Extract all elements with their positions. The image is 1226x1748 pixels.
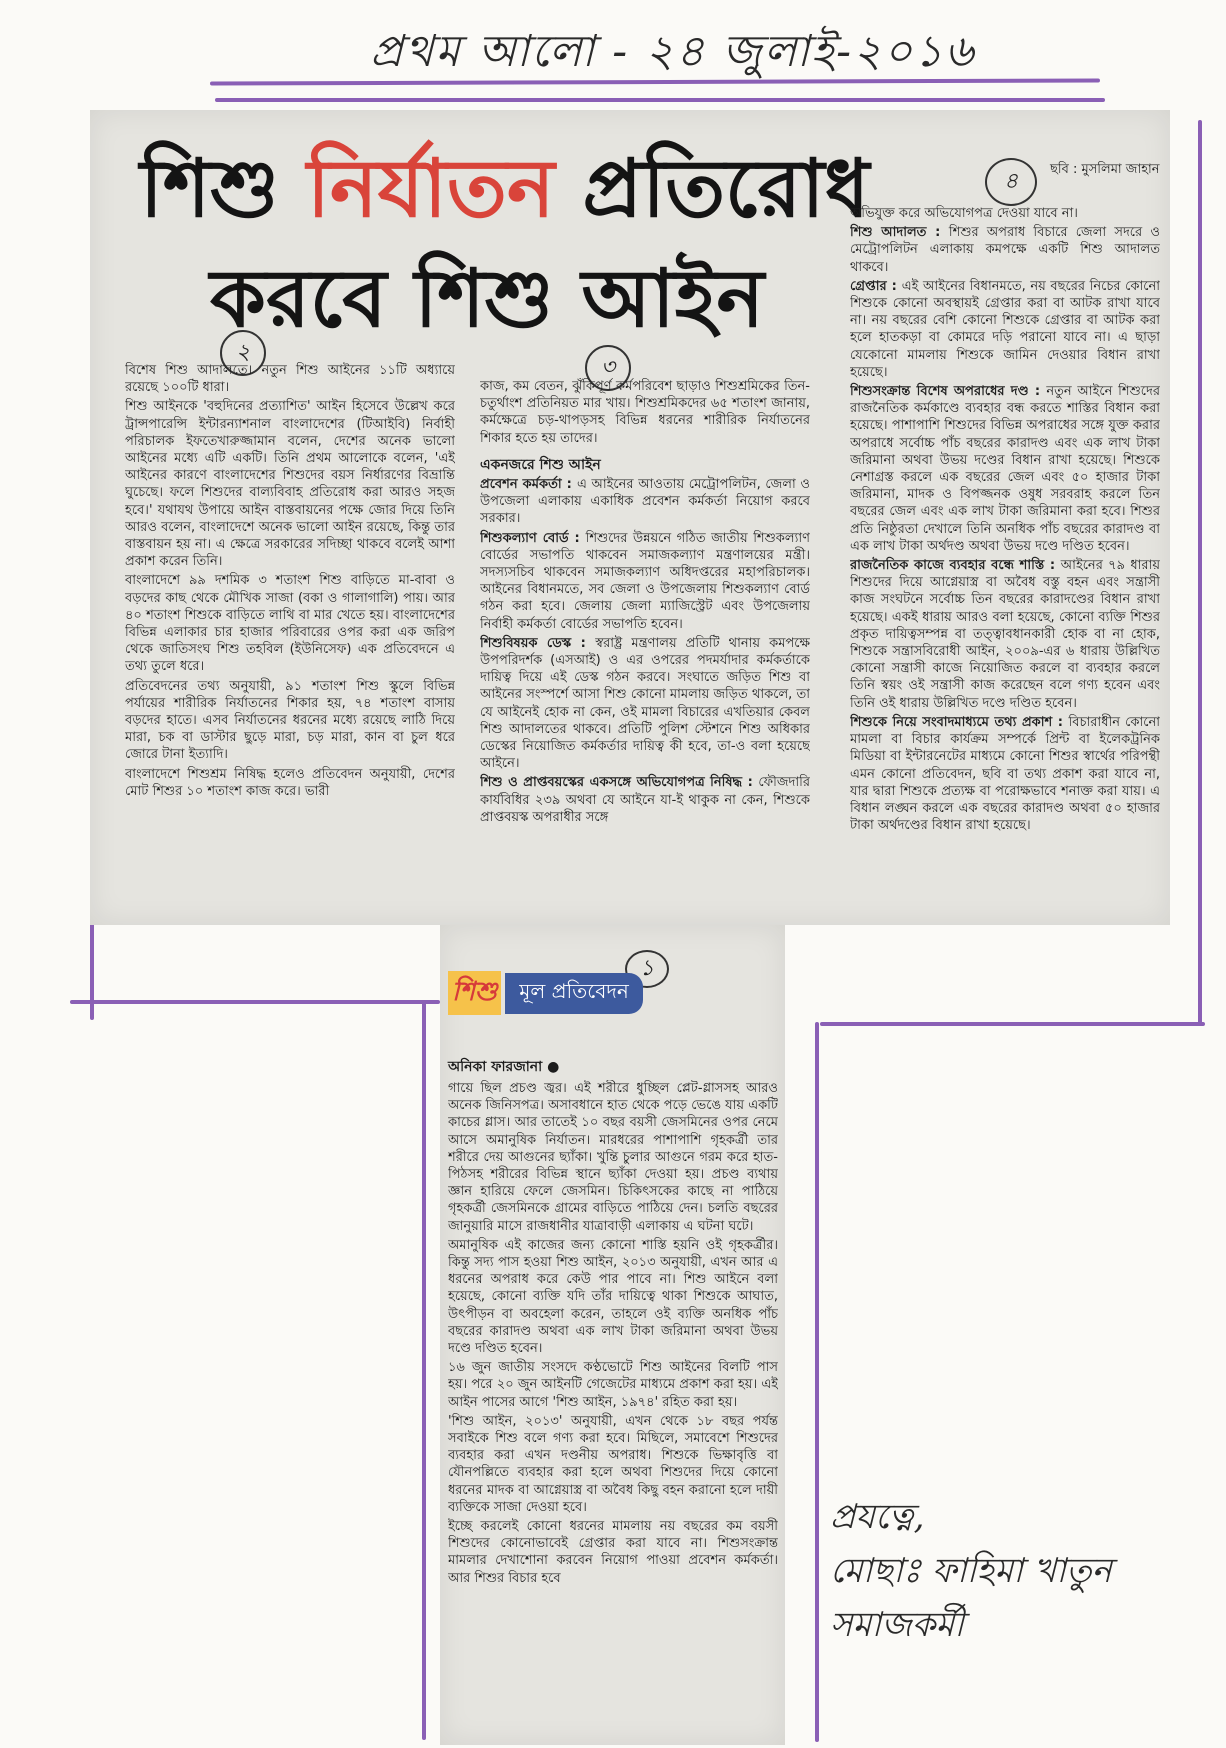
col2-item: শিশুবিষয়ক ডেস্ক : স্বরাষ্ট্র মন্ত্রণালয় প্রতিটি থানায় কমপক্ষে উপপরিদর্শক (এসআই) ও এর ওপরের পদমর্যাদার কর্মকর্তাকে দায়িত্ব দিয়ে এই ডেস্ক গঠন করবে। সংঘাতে জড়িত শিশু বা আইনের সংস্পর্শে আসা শিশু কোনো মামলায় জড়িত থাকলে, তা যে আইনেই হোক না কেন, ওই মামলা বিচারের এখতিয়ার কেবল শিশু আদালতের থাকবে। প্রতিটি পুলিশ স্টেশনে শিশু অধিকার ডেস্কের নিয়োজিত কর্মকর্তার দায়িত্ব কী হবে, তা-ও বলা হয়েছে আইনে। xyxy=(480,635,810,772)
headline-line-2: করবে শিশু আইন xyxy=(210,251,765,345)
col2-item: শিশুকল্যাণ বোর্ড : শিশুদের উন্নয়নে গঠিত জাতীয় শিশুকল্যাণ বোর্ডের সভাপতি থাকবেন সমাজকল্যাণ মন্ত্রণালয়ের মন্ত্রী। সদস্যসচিব থাকবেন সমাজকল্যাণ অধিদপ্তরের মহাপরিচালক। আইনের বিধানমতে, সব জেলা ও উপজেলায় শিশুকল্যাণ বোর্ড গঠন করা হবে। জেলায় জেলা ম্যাজিস্ট্রেট এবং উপজেলায় নির্বাহী কর্মকর্তা বোর্ডের সভাপতি হবেন। xyxy=(480,530,810,632)
col1-para: বাংলাদেশে শিশুশ্রম নিষিদ্ধ হলেও প্রতিবেদন অনুযায়ী, দেশের মোট শিশুর ১০ শতাংশ কাজ করে। ভারী xyxy=(125,766,455,799)
tag-label: মূল প্রতিবেদন xyxy=(505,973,643,1014)
headline-line-1: শিশু নির্যাতন প্রতিরোধ xyxy=(140,141,870,235)
report-para: ১৬ জুন জাতীয় সংসদে কণ্ঠভোটে শিশু আইনের বিলটি পাস হয়। পরে ২০ জুন আইনটি গেজেটের মাধ্যমে প্রকাশ করা হয়। এই আইন পাসের আগে 'শিশু আইন, ১৯৭৪' রহিত করা হয়। xyxy=(448,1360,778,1410)
pen-frame-right xyxy=(1198,120,1202,1025)
pen-frame-bottom-left xyxy=(70,1000,440,1004)
col2-item: শিশু ও প্রাপ্তবয়স্কের একসঙ্গে অভিযোগপত্র নিষিদ্ধ : ফৌজদারি কার্যবিধির ২৩৯ অথবা যে আইনে যা-ই থাকুক না কেন, শিশুকে প্রাপ্তবয়স্ক অপরাধীর সঙ্গে xyxy=(480,775,810,825)
col3-item: শিশু আদালত : শিশুর অপরাধ বিচারে জেলা সদরে ও মেট্রোপলিটন এলাকায় কমপক্ষে একটি শিশু আদালত থাকবে। xyxy=(850,225,1160,275)
report-para: অমানুষিক এই কাজের জন্য কোনো শাস্তি হয়নি ওই গৃহকর্ত্রীর। কিন্তু সদ্য পাস হওয়া শিশু আইন, ২০১৩ অনুযায়ী, এখন আর এ ধরনের অপরাধ করে কেউ পার পাবে না। শিশু আইনে বলা হয়েছে, কোনো ব্যক্তি যদি তাঁর দায়িত্বে থাকা শিশুকে আঘাত, উৎপীড়ন বা অবহেলা করেন, তাহলে ওই ব্যক্তি অনধিক পাঁচ বছরের কারাদণ্ড অথবা এক লাখ টাকা জরিমানা অথবা উভয় দণ্ডে দণ্ডিত হবেন। xyxy=(448,1237,778,1357)
handwritten-date-header: প্রথম আলো - ২৪ জুলাই-২০১৬ xyxy=(370,26,976,77)
col3-item: রাজনৈতিক কাজে ব্যবহার বন্ধে শাস্তি : আইনের ৭৯ ধারায় শিশুদের দিয়ে আগ্নেয়াস্ত্র বা অবৈধ বস্তু বহন এবং সন্ত্রাসী কাজ সংঘটনে সর্বোচ্চ তিন বছরের কারাদণ্ডের বিধান রাখা হয়েছে। একই ধারায় আরও বলা হয়েছে, কোনো ব্যক্তি শিশুর প্রকৃত দায়িত্বসম্পন্ন বা তত্ত্বাবধানকারী হোক বা না হোক, শিশুকে সন্ত্রাসবিরোধী আইন, ২০০৯-এর ৬ ধারায় উল্লিখিত কোনো সন্ত্রাসী কাজে নিয়োজিত করলে বা ব্যবহার করলে তিনি স্বয়ং ওই সন্ত্রাসী কাজ করেছেন বলে গণ্য হবেন এবং তিনি ওই ধারায় উল্লিখিত দণ্ডে দণ্ডিত হবেন। xyxy=(850,558,1160,711)
tag-logo: শিশু xyxy=(448,971,501,1015)
article-column-1 xyxy=(125,362,455,914)
col2-item: প্রবেশন কর্মকর্তা : এ আইনের আওতায় মেট্রোপলিটন, জেলা ও উপজেলা এলাকায় একাধিক প্রবেশন কর্মকর্তা নিয়োগ করবে সরকার। xyxy=(480,477,810,527)
byline: অনিকা ফারজানা ● xyxy=(448,1059,560,1075)
main-report-body xyxy=(448,1080,778,1740)
signature-line-2: মোছাঃ ফাহিমা খাতুন xyxy=(830,1551,1112,1591)
col3-item: শিশুকে নিয়ে সংবাদমাধ্যমে তথ্য প্রকাশ : বিচারাধীন কোনো মামলা বা বিচার কার্যক্রম সম্পর্কে প্রিন্ট বা ইলেকট্রনিক মিডিয়া বা ইন্টারনেটের মাধ্যমে কোনো শিশুর স্বার্থের পরিপন্থী এমন কোনো প্রতিবেদন, ছবি বা তথ্য প্রকাশ করা যাবে না, যার দ্বারা শিশুকে প্রত্যক্ষ বা পরোক্ষভাবে শনাক্ত করা যায়। এ বিধান লঙ্ঘন করলে এক বছরের কারাদণ্ড অথবা ৫০ হাজার টাকা অর্থদণ্ডের বিধান রাখা হয়েছে। xyxy=(850,714,1160,834)
photo-credit: ছবি : মুসলিমা জাহান xyxy=(1050,162,1160,177)
report-para: 'শিশু আইন, ২০১৩' অনুযায়ী, এখন থেকে ১৮ বছর পর্যন্ত সবাইকে শিশু বলে গণ্য করা হবে। মিছিলে, সমাবেশে শিশুদের ব্যবহার করা এখন দণ্ডনীয় অপরাধ। শিশুকে ভিক্ষাবৃত্তি বা যৌনপল্লিতে ব্যবহার করা হলে অথবা শিশুদের দিয়ে কোনো ধরনের মাদক বা আগ্নেয়াস্ত্র বা অবৈধ কিছু বহন করানো হলে দায়ী ব্যক্তিকে সাজা দেওয়া হবে। xyxy=(448,1413,778,1515)
col1-para: বাংলাদেশে ৯৯ দশমিক ৩ শতাংশ শিশু বাড়িতে মা-বাবা ও বড়দের কাছ থেকে মৌখিক সাজা (বকা ও গালাগালি) পায়। আর ৪০ শতাংশ শিশুকে বাড়িতে লাথি বা মার খেতে হয়। বাংলাদেশের বিভিন্ন এলাকার চার হাজার পরিবারের ওপর করা এক জরিপ থেকে জাতিসংঘ শিশু তহবিল (ইউনিসেফ) এক প্রতিবেদনে এ তথ্য তুলে ধরে। xyxy=(125,573,455,675)
pen-frame-lower-left xyxy=(422,1000,426,1740)
pen-frame-top xyxy=(215,98,1105,102)
col2-heading: একনজরে শিশু আইন xyxy=(480,456,601,473)
report-para: গায়ে ছিল প্রচণ্ড জ্বর। এই শরীরে ধুচ্ছিল প্লেট-গ্লাসসহ আরও অনেক জিনিসপত্র। অসাবধানে হাত থেকে পড়ে ভেঙে যায় একটি কাচের গ্লাস। আর তাতেই ১০ বছর বয়সী জেসমিনের ওপর নেমে আসে অমানুষিক নির্যাতন। মারধরের পাশাপাশি গৃহকর্ত্রী তার শরীরে দেয় আগুনের ছ্যাঁকা। খুন্তি চুলার আগুনে গরম করে হাত-পিঠসহ শরীরের বিভিন্ন স্থানে ছ্যাঁকা দেওয়া হয়। প্রচণ্ড ব্যথায় জ্ঞান হারিয়ে ফেলে জেসমিন। চিকিৎসকের কাছে না পাঠিয়ে গৃহকর্ত্রী জেসমিনকে গ্রামের বাড়িতে পাঠিয়ে দেন। চলতি বছরের জানুয়ারি মাসে রাজধানীর যাত্রাবাড়ী এলাকায় এ ঘটনা ঘটে। xyxy=(448,1081,778,1234)
report-para: ইচ্ছে করলেই কোনো ধরনের মামলায় নয় বছরের কম বয়সী শিশুদের কোনোভাবেই গ্রেপ্তার করা যাবে না। শিশুসংক্রান্ত মামলার দেখাশোনা করবেন নিয়োগ পাওয়া প্রবেশন কর্মকর্তা। আর শিশুর বিচার হবে xyxy=(448,1519,778,1586)
handwritten-annotation-4: ৪ xyxy=(985,158,1037,206)
col3-item: গ্রেপ্তার : এই আইনের বিধানমতে, নয় বছরের নিচের কোনো শিশুকে কোনো অবস্থায়ই গ্রেপ্তার করা বা আটক রাখা যাবে না। নয় বছরের বেশি কোনো শিশুকে গ্রেপ্তার বা আটক করা হলে হাতকড়া বা কোমরে দড়ি পরানো যাবে না। এ ছাড়া যেকোনো মামলায় শিশুকে জামিন দেওয়ার বিধান রাখা হয়েছে। xyxy=(850,278,1160,380)
article-column-3 xyxy=(850,205,1160,925)
signature-line-3: সমাজকর্মী xyxy=(830,1605,965,1645)
col1-para: বিশেষ শিশু আদালতে। নতুন শিশু আইনের ১১টি অধ্যায়ে রয়েছে ১০০টি ধারা। xyxy=(125,363,455,396)
article-column-2 xyxy=(480,378,810,923)
col3-item: শিশুসংক্রান্ত বিশেষ অপরাধের দণ্ড : নতুন আইনে শিশুদের রাজনৈতিক কর্মকাণ্ডে ব্যবহার বন্ধ করতে শাস্তির বিধান করা হয়েছে। পাশাপাশি শিশুদের বিভিন্ন অপরাধের সঙ্গে যুক্ত করার অপরাধে সর্বোচ্চ পাঁচ বছরের কারাদণ্ড এবং এক লাখ টাকা জরিমানা অথবা উভয় দণ্ডের বিধান রাখা হয়েছে। শিশুকে নেশাগ্রস্ত করলে এক বছরের জেল এবং ৫০ হাজার টাকা জরিমানা, মাদক ও বিপজ্জনক ওষুধ সরবরাহ করলে তিন বছরের জেল এবং এক লাখ টাকা জরিমানা করা হবে। শিশুর প্রতি নিষ্ঠুরতা দেখালে তিনি অনধিক পাঁচ বছরের কারাদণ্ড বা এক লাখ টাকা অর্থদণ্ড অথবা উভয় দণ্ডে দণ্ডিত হবেন। xyxy=(850,384,1160,554)
col1-para: শিশু আইনকে 'বহুদিনের প্রত্যাশিত' আইন হিসেবে উল্লেখ করে ট্রান্সপারেন্সি ইন্টারন্যাশনাল বাংলাদেশের (টিআইবি) নির্বাহী পরিচালক ইফতেখারুজ্জামান বলেন, দেশের অনেক ভালো আইনের মধ্যে এটি একটি। তিনি প্রথম আলোকে বলেন, 'এই আইনের কারণে বাংলাদেশের শিশুদের বয়স নির্ধারণের বিভ্রান্তি ঘুচেছে। ফলে শিশুদের বাল্যবিবাহ প্রতিরোধ করা আরও সহজ হবে।' যথাযথ উপায়ে আইন বাস্তবায়নের পক্ষে জোর দিয়ে তিনি আরও বলেন, বাংলাদেশে অনেক ভালো আইন রয়েছে, কিন্তু তার বাস্তবায়ন হয় না। এ ক্ষেত্রে সরকারের সদিচ্ছা থাকবে বলেই আশা প্রকাশ করেন তিনি। xyxy=(125,399,455,570)
headline-highlight: নির্যাতন xyxy=(306,141,555,235)
col2-intro: কাজ, কম বেতন, ঝুঁকিপূর্ণ কর্মপরিবেশ ছাড়াও শিশুশ্রমিকের তিন-চতুর্থাংশ প্রতিনিয়ত মার খায়। শিশুশ্রমিকদের ৬৫ শতাংশ জানায়, কর্মক্ষেত্রে চড়-থাপড়সহ বিভিন্ন ধরনের শারীরিক নির্যাতনের শিকার হতে হয় তাদের। xyxy=(480,379,810,446)
col3-intro: অভিযুক্ত করে অভিযোগপত্র দেওয়া যাবে না। xyxy=(850,206,1078,221)
col1-para: প্রতিবেদনের তথ্য অনুযায়ী, ৯১ শতাংশ শিশু স্কুলে বিভিন্ন পর্যায়ের শারীরিক নির্যাতনের শিকার হয়, ৭৪ শতাংশ বাসায় বড়দের হাতে। এসব নির্যাতনের ধরনের মধ্যে রয়েছে লাঠি দিয়ে মারা, চক বা ডাস্টার ছুড়ে মারা, চড় মারা, কান বা চুল ধরে জোরে টানা ইত্যাদি। xyxy=(125,678,455,763)
signature-line-1: প্রযত্নে, xyxy=(830,1497,925,1537)
section-tag xyxy=(448,975,643,1011)
handwritten-annotation-1: ১ xyxy=(625,950,669,988)
handwritten-annotation-2: ২ xyxy=(220,330,266,376)
pen-frame-lower-right xyxy=(815,1022,819,1742)
pen-frame-bottom-right xyxy=(820,1022,1205,1026)
handwritten-signature xyxy=(830,1490,1112,1652)
handwritten-annotation-3: ৩ xyxy=(585,345,631,391)
